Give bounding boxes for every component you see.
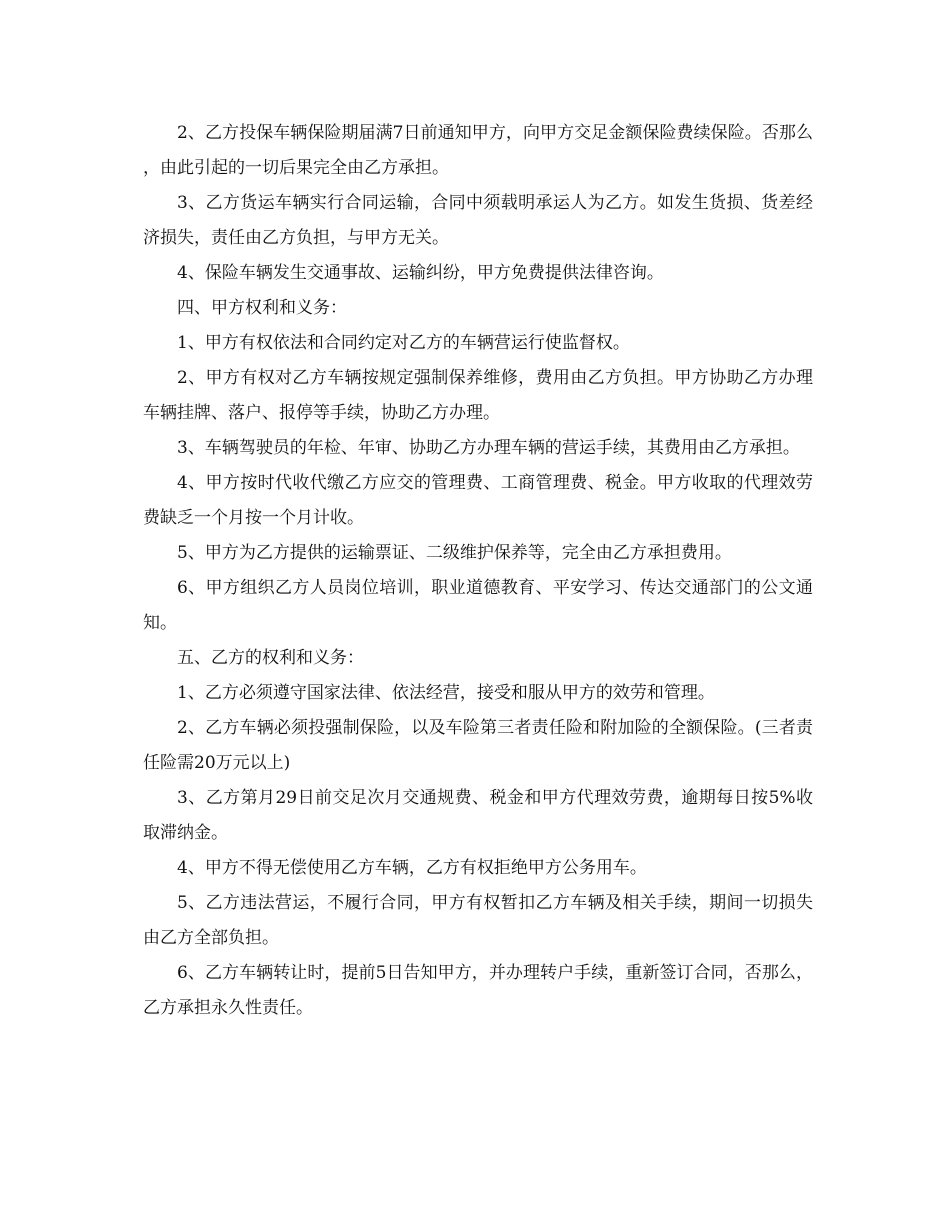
paragraph-a3-driver-inspection: 3、车辆驾驶员的年检、年审、协助乙方办理车辆的营运手续，其费用由乙方承担。 bbox=[177, 438, 800, 458]
paragraph-4-legal-consultation: 4、保险车辆发生交通事故、运输纠纷，甲方免费提供法律咨询。 bbox=[177, 263, 664, 283]
paragraph-b6-vehicle-transfer: 6、乙方车辆转让时，提前5日告知甲方，并办理转户手续，重新签订合同，否那么，乙方承担永久性责任。 bbox=[143, 963, 813, 1018]
paragraph-b3-payment-deadline: 3、乙方第月29日前交足次月交通规费、税金和甲方代理效劳费，逾期每日按5%收取滞纳金。 bbox=[143, 788, 813, 843]
paragraph-a1-supervision: 1、甲方有权依法和合同约定对乙方的车辆营运行使监督权。 bbox=[177, 333, 630, 353]
paragraph-b2-mandatory-insurance: 2、乙方车辆必须投强制保险，以及车险第三者责任险和附加险的全额保险。(三者责任险需20万元以上) bbox=[143, 718, 813, 773]
paragraph-3-freight-contract: 3、乙方货运车辆实行合同运输，合同中须载明承运人为乙方。如发生货损、货差经济损失，责任由乙方负担，与甲方无关。 bbox=[143, 193, 813, 248]
paragraph-a6-training: 6、甲方组织乙方人员岗位培训，职业道德教育、平安学习、传达交通部门的公文通知。 bbox=[143, 578, 813, 633]
section-heading-party-b-rights: 五、乙方的权利和义务： bbox=[177, 648, 364, 668]
paragraph-b5-illegal-operation: 5、乙方违法营运，不履行合同，甲方有权暂扣乙方车辆及相关手续，期间一切损失由乙方全部负担。 bbox=[143, 893, 813, 948]
paragraph-b4-vehicle-use: 4、甲方不得无偿使用乙方车辆，乙方有权拒绝甲方公务用车。 bbox=[177, 858, 647, 878]
paragraph-a5-transport-tickets: 5、甲方为乙方提供的运输票证、二级维护保养等，完全由乙方承担费用。 bbox=[177, 543, 732, 563]
paragraph-2-insurance-renewal: 2、乙方投保车辆保险期届满7日前通知甲方，向甲方交足金额保险费续保险。否那么，由此引起的一切后果完全由乙方承担。 bbox=[143, 123, 813, 178]
section-heading-party-a-rights: 四、甲方权利和义务： bbox=[177, 298, 347, 318]
document-body bbox=[143, 116, 813, 1026]
paragraph-a2-maintenance: 2、甲方有权对乙方车辆按规定强制保养维修，费用由乙方负担。甲方协助乙方办理车辆挂牌、落户、报停等手续，协助乙方办理。 bbox=[143, 368, 813, 423]
paragraph-a4-fee-collection: 4、甲方按时代收代缴乙方应交的管理费、工商管理费、税金。甲方收取的代理效劳费缺乏一个月按一个月计收。 bbox=[143, 473, 813, 528]
paragraph-b1-compliance: 1、乙方必须遵守国家法律、依法经营，接受和服从甲方的效劳和管理。 bbox=[177, 683, 715, 703]
